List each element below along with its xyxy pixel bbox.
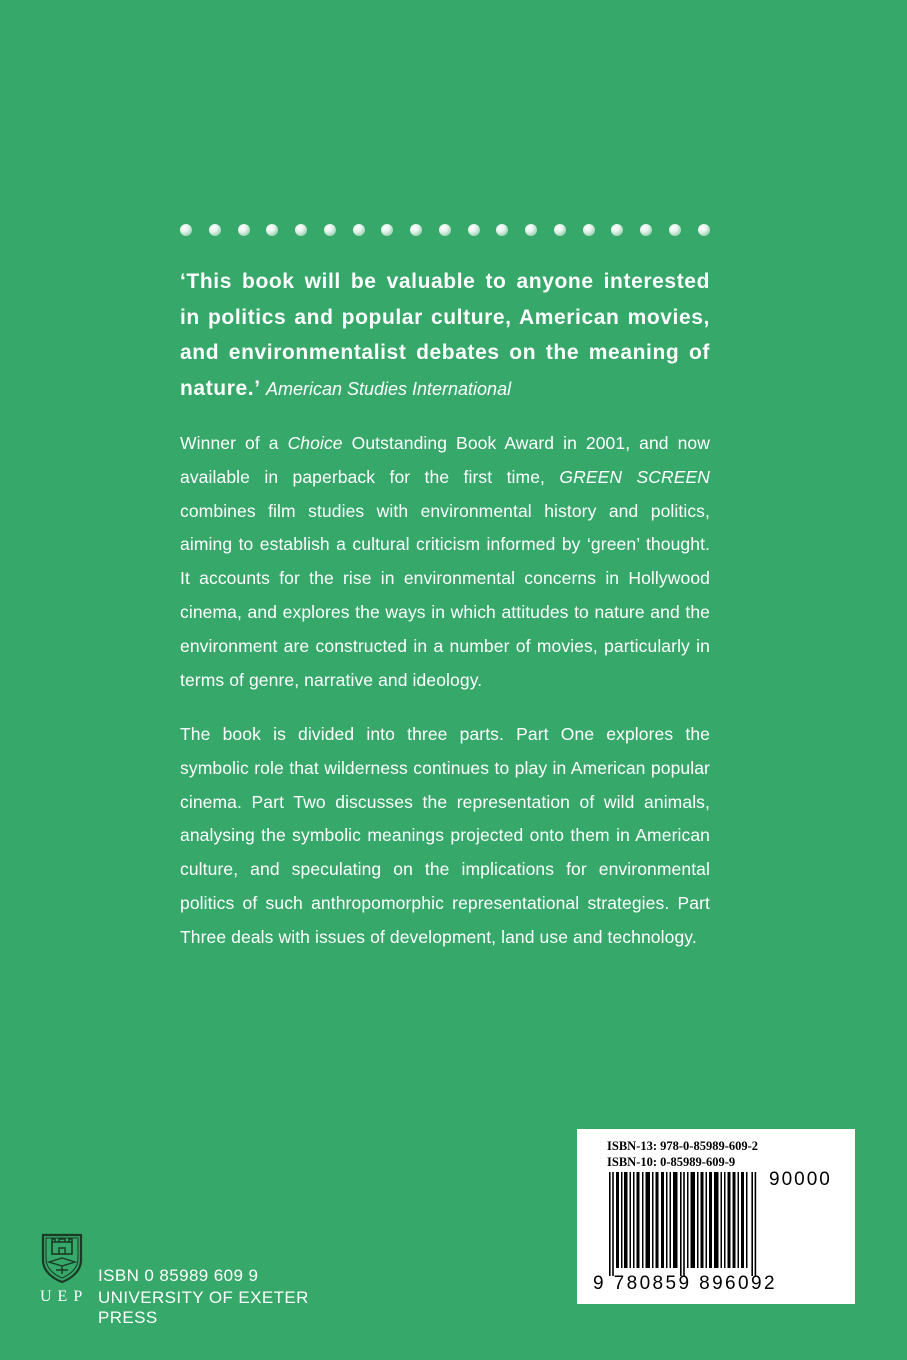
decorative-dot-row <box>180 222 710 238</box>
dot-ornament <box>669 224 681 236</box>
description-paragraph-2: The book is divided into three parts. Part One explores the symbolic role that wilderness continues to play in American popular cinema. Part Two discusses the representation of wild animals, analysing the symbolic meanings projected onto them in American culture, and speculating on the implications for environmental politics of such anthropomorphic representational strategies. Part Three deals with issues of development, land use and technology. <box>180 724 710 947</box>
dot-ornament <box>381 224 393 236</box>
dot-ornament <box>353 224 365 236</box>
dot-ornament <box>583 224 595 236</box>
university-crest-icon <box>40 1232 84 1284</box>
dot-ornament <box>238 224 250 236</box>
book-title: GREEN SCREEN <box>559 466 710 487</box>
paragraph-middle: Outstanding Book Award in 2001, and now available in paperback for the first time, <box>180 433 711 487</box>
price-code: 90000 <box>769 1169 832 1190</box>
dot-ornament <box>525 224 537 236</box>
barcode-label <box>577 1129 855 1304</box>
isbn-10-label: ISBN-10: 0-85989-609-9 <box>607 1155 736 1169</box>
ean-number: 9 780859 896092 <box>593 1273 777 1294</box>
dot-ornament <box>611 224 623 236</box>
publisher-block <box>40 1232 360 1327</box>
dot-ornament <box>209 224 221 236</box>
paragraph-lead: Winner of a <box>180 433 288 453</box>
dot-ornament <box>468 224 480 236</box>
dot-ornament <box>439 224 451 236</box>
award-name: Choice <box>287 433 343 453</box>
dot-ornament <box>640 224 652 236</box>
publisher-initials: UEP <box>40 1288 89 1305</box>
paragraph-rest: combines film studies with environmental history and politics, aiming to establish a cultural criticism informed by ‘green’ thought. It accounts for the rise in environmental concerns in Hollywood cinema, and explores the ways in which attitudes to nature and the environment are constructed in a number of movies, particularly in terms of genre, narrative and ideology. <box>180 500 710 690</box>
dot-ornament <box>295 224 307 236</box>
review-quote <box>180 264 710 407</box>
quote-text: ‘This book will be valuable to anyone interested in politics and popular culture, American movies, and environmentalist debates on the meaning of nature.’ <box>180 270 710 400</box>
publisher-isbn: ISBN 0 85989 609 9 <box>98 1266 259 1285</box>
dot-ornament <box>496 224 508 236</box>
quote-source: American Studies International <box>265 378 512 399</box>
dot-ornament <box>554 224 566 236</box>
isbn-13-label: ISBN-13: 978-0-85989-609-2 <box>607 1139 759 1153</box>
dot-ornament <box>324 224 336 236</box>
description-paragraph-1 <box>180 427 710 697</box>
publisher-name: UNIVERSITY OF EXETER PRESS <box>98 1288 309 1327</box>
dot-ornament <box>266 224 278 236</box>
dot-ornament <box>410 224 422 236</box>
dot-ornament <box>180 224 192 236</box>
ean-barcode-icon <box>609 1172 757 1278</box>
dot-ornament <box>698 224 710 236</box>
